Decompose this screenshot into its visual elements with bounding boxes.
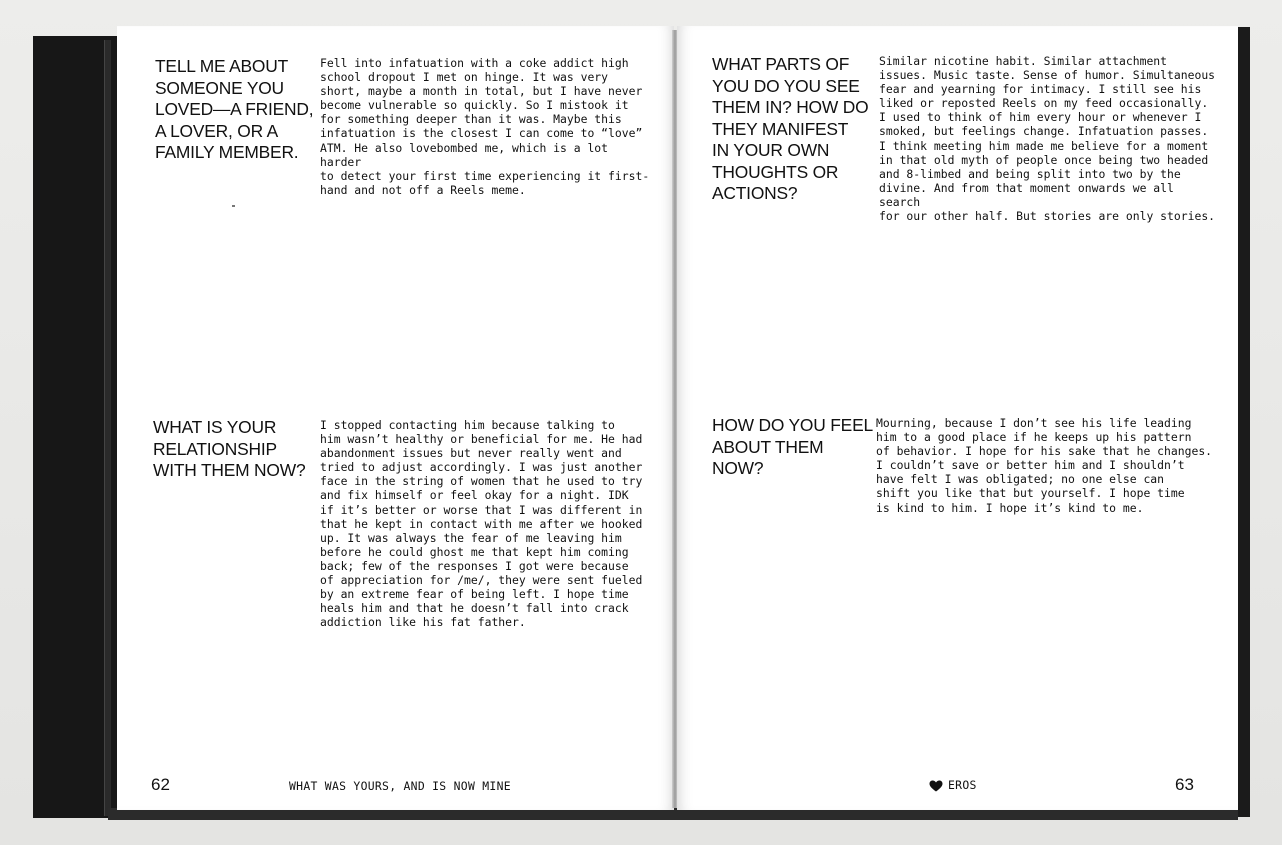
running-title-right: EROS [948, 778, 977, 792]
answer-parts-of-you: Similar nicotine habit. Similar attachment issues. Music taste. Sense of humor. Simultaneous fear and yearning for intimacy. I still see his liked or reposted Reels on my feed occasionally. I used to think of him every hour or whenever I smoked, but feelings change. Infatuation passes. I think meeting him made me believe for a moment in that old myth of people once being two headed and 8-limbed and being split into two by the divine. And from that moment onwards we all search for our other half. But stories are only stories. [879, 54, 1216, 224]
book-cover-left-edge [104, 40, 111, 816]
answer-feel-about-them: Mourning, because I don’t see his life leading him to a good place if he keeps up his pattern of behavior. I hope for his sake that he changes. I couldn’t save or better him and I shouldn’t have felt I was obligated; no one else can shift you like that but yourself. I hope time is kind to him. I hope it’s kind to me. [876, 416, 1213, 515]
question-feel-about-them: HOW DO YOU FEEL ABOUT THEM NOW? [712, 415, 873, 478]
heart-icon [929, 779, 943, 791]
page-number-left: 62 [151, 775, 170, 794]
answer-relationship-now: I stopped contacting him because talking to him wasn’t healthy or beneficial for me. He had abandonment issues but never really went and tried to adjust accordingly. I was just another face in the string of women that he used to try and fix himself or feel okay for a night. IDK if it’s better or worse that I was different in that he kept in contact with me after we hooked up. It was always the fear of me leaving him before he could ghost me that kept him coming back; few of the responses I got were because of appreciation for /me/, they were sent fueled by an extreme fear of being left. I hope time heals him and that he doesn’t fall into crack addiction like his fat father. [320, 418, 643, 630]
question-loved-someone: TELL ME ABOUT SOMEONE YOU LOVED—A FRIEND, A LOVER, OR A FAMILY MEMBER. [155, 56, 314, 162]
answer-loved-someone: Fell into infatuation with a coke addict high school dropout I met on hinge. It was very short, maybe a month in total, but I have never become vulnerable so quickly. So I mistook it for something deeper than it was. Maybe this infatuation is the closest I can come to “love” ATM. He also lovebombed me, which is a lot harder to detect your first time experiencing it first- hand and not off a Reels meme. [320, 56, 650, 197]
page-number-right: 63 [1175, 775, 1194, 794]
running-title-right-group [929, 778, 977, 792]
dust-speck [232, 205, 235, 207]
running-title-left: WHAT WAS YOURS, AND IS NOW MINE [289, 779, 511, 793]
question-relationship-now: WHAT IS YOUR RELATIONSHIP WITH THEM NOW? [153, 417, 306, 480]
right-page [677, 26, 1238, 810]
left-page [117, 26, 674, 810]
question-parts-of-you: WHAT PARTS OF YOU DO YOU SEE THEM IN? HOW DO THEY MANIFEST IN YOUR OWN THOUGHTS OR ACTIONS? [712, 54, 869, 203]
